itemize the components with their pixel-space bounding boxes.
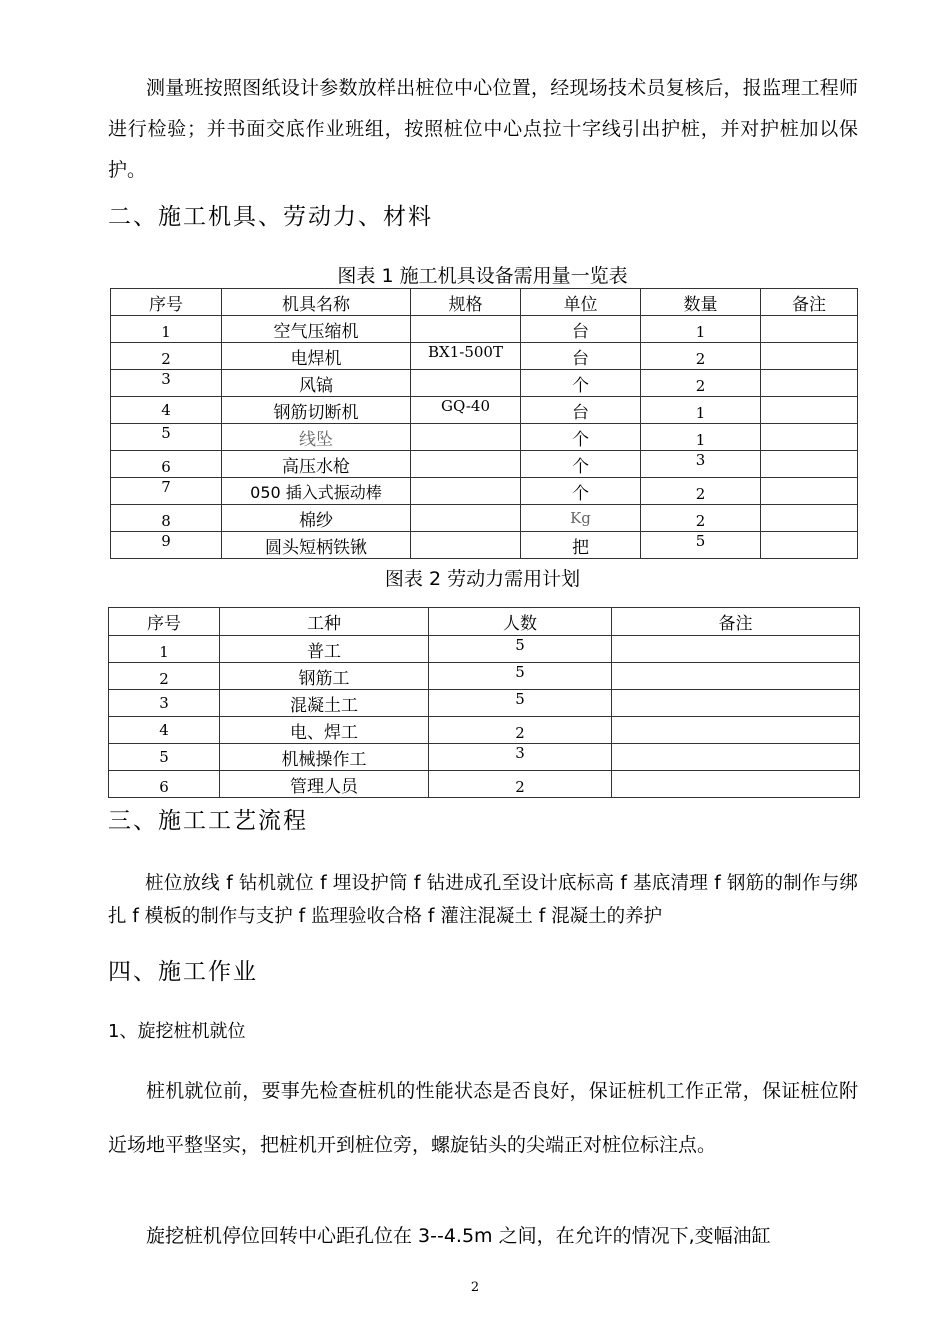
table-cell <box>761 532 858 559</box>
table2-caption: 图表 2 劳动力需用计划 <box>384 568 581 590</box>
table-cell <box>761 370 858 397</box>
table-cell: 5 <box>641 532 761 559</box>
table-cell: 2 <box>109 663 220 690</box>
table-row <box>111 532 858 559</box>
table-cell: 普工 <box>220 636 429 663</box>
table-row <box>111 343 858 370</box>
table-cell <box>612 663 860 690</box>
table2-header-cell: 工种 <box>220 608 429 636</box>
table-cell <box>411 316 521 343</box>
table-cell: 5 <box>429 636 612 663</box>
table-cell: 1 <box>109 636 220 663</box>
table-cell: 6 <box>111 451 222 478</box>
table-cell: 6 <box>109 771 220 798</box>
table2-header-cell: 序号 <box>109 608 220 636</box>
table-cell <box>411 424 521 451</box>
table-cell <box>411 478 521 505</box>
table-cell <box>411 451 521 478</box>
table-row <box>111 424 858 451</box>
table-cell: BX1-500T <box>411 343 521 370</box>
table-cell <box>761 424 858 451</box>
table-cell <box>612 744 860 771</box>
table-row <box>109 663 860 690</box>
table-cell: 9 <box>111 532 222 559</box>
intro-paragraph: 测量班按照图纸设计参数放样出桩位中心位置，经现场技术员复核后，报监理工程师进行检验；并书面交底作业班组，按照桩位中心点拉十字线引出护桩，并对护桩加以保护。 <box>108 77 858 181</box>
table-row <box>109 771 860 798</box>
table-cell: 050 插入式振动棒 <box>222 478 411 505</box>
table-cell: 棉纱 <box>222 505 411 532</box>
table-cell: Kg <box>521 505 641 532</box>
table-cell <box>761 505 858 532</box>
table-cell: 空气压缩机 <box>222 316 411 343</box>
table-cell: 2 <box>429 717 612 744</box>
table-cell: GQ-40 <box>411 397 521 424</box>
table-cell: 个 <box>521 478 641 505</box>
process-flow-paragraph: 桩位放线 f 钻机就位 f 埋设护筒 f 钻进成孔至设计底标高 f 基底清理 f 钢筋的制作与绑扎 f 模板的制作与支护 f 监理验收合格 f 灌注混凝土 f 混凝土的养护 <box>108 873 858 927</box>
table-cell: 台 <box>521 397 641 424</box>
table-row <box>109 744 860 771</box>
table-cell: 台 <box>521 316 641 343</box>
table1-header-cell: 机具名称 <box>222 289 411 316</box>
table1-header-cell: 规格 <box>411 289 521 316</box>
table2-header-cell: 备注 <box>612 608 860 636</box>
table2-header-row <box>109 608 860 636</box>
table1-header-cell: 数量 <box>641 289 761 316</box>
table-cell: 5 <box>429 663 612 690</box>
table-cell: 电、焊工 <box>220 717 429 744</box>
table-cell: 2 <box>111 343 222 370</box>
table-cell: 4 <box>109 717 220 744</box>
table-cell: 1 <box>641 424 761 451</box>
table-cell <box>612 690 860 717</box>
table-cell: 1 <box>111 316 222 343</box>
table-cell: 2 <box>641 370 761 397</box>
table-cell: 2 <box>641 343 761 370</box>
table-cell <box>761 478 858 505</box>
table1-header-cell: 单位 <box>521 289 641 316</box>
table-row <box>111 505 858 532</box>
table1-header-cell: 序号 <box>111 289 222 316</box>
table-cell <box>411 370 521 397</box>
table-cell: 2 <box>641 478 761 505</box>
table-cell: 3 <box>641 451 761 478</box>
table-cell: 5 <box>429 690 612 717</box>
table-cell: 个 <box>521 424 641 451</box>
table-cell: 个 <box>521 451 641 478</box>
table-cell <box>612 636 860 663</box>
table-cell: 1 <box>641 316 761 343</box>
table-cell: 3 <box>429 744 612 771</box>
table-cell: 2 <box>429 771 612 798</box>
table-cell <box>612 717 860 744</box>
table-cell: 8 <box>111 505 222 532</box>
table-cell: 线坠 <box>222 424 411 451</box>
table-cell: 5 <box>109 744 220 771</box>
table-cell <box>411 505 521 532</box>
table-cell: 机械操作工 <box>220 744 429 771</box>
table1-caption: 图表 1 施工机具设备需用量一览表 <box>337 265 628 287</box>
table1-header-cell: 备注 <box>761 289 858 316</box>
table-row <box>111 316 858 343</box>
table-cell: 风镐 <box>222 370 411 397</box>
table-row <box>111 478 858 505</box>
section3-heading: 三、施工工艺流程 <box>108 808 308 834</box>
table-cell: 1 <box>641 397 761 424</box>
table-cell: 个 <box>521 370 641 397</box>
table-cell: 电焊机 <box>222 343 411 370</box>
table-cell: 把 <box>521 532 641 559</box>
table-cell: 管理人员 <box>220 771 429 798</box>
table-cell <box>411 532 521 559</box>
table1-header-row <box>111 289 858 316</box>
table-row <box>111 451 858 478</box>
page-number: 2 <box>470 1280 480 1295</box>
table-cell: 钢筋工 <box>220 663 429 690</box>
subsection1-heading: 1、旋挖桩机就位 <box>108 1021 246 1042</box>
table-cell <box>761 343 858 370</box>
positioning-paragraph: 桩机就位前，要事先检查桩机的性能状态是否良好，保证桩机工作正常，保证桩位附近场地平整坚实，把桩机开到桩位旁，螺旋钻头的尖端正对桩位标注点。 <box>108 1080 858 1156</box>
section2-heading: 二、施工机具、劳动力、材料 <box>108 204 433 230</box>
table-cell: 高压水枪 <box>222 451 411 478</box>
table-cell: 3 <box>111 370 222 397</box>
table-cell: 4 <box>111 397 222 424</box>
table-cell: 钢筋切断机 <box>222 397 411 424</box>
table-cell <box>612 771 860 798</box>
table-row <box>111 397 858 424</box>
table-cell: 台 <box>521 343 641 370</box>
table-cell: 圆头短柄铁锹 <box>222 532 411 559</box>
table-cell: 混凝土工 <box>220 690 429 717</box>
table-row <box>109 636 860 663</box>
table-cell <box>761 397 858 424</box>
equipment-table <box>110 288 858 559</box>
table-cell <box>761 451 858 478</box>
section4-heading: 四、施工作业 <box>108 959 258 985</box>
table-row <box>111 370 858 397</box>
distance-paragraph: 旋挖桩机停位回转中心距孔位在 3--4.5m 之间，在允许的情况下,变幅油缸 <box>146 1225 771 1247</box>
table-cell: 5 <box>111 424 222 451</box>
table-row <box>109 717 860 744</box>
table-cell: 2 <box>641 505 761 532</box>
table-row <box>109 690 860 717</box>
table-cell <box>761 316 858 343</box>
table2-header-cell: 人数 <box>429 608 612 636</box>
table-cell: 7 <box>111 478 222 505</box>
table-cell: 3 <box>109 690 220 717</box>
labor-table <box>108 607 860 798</box>
